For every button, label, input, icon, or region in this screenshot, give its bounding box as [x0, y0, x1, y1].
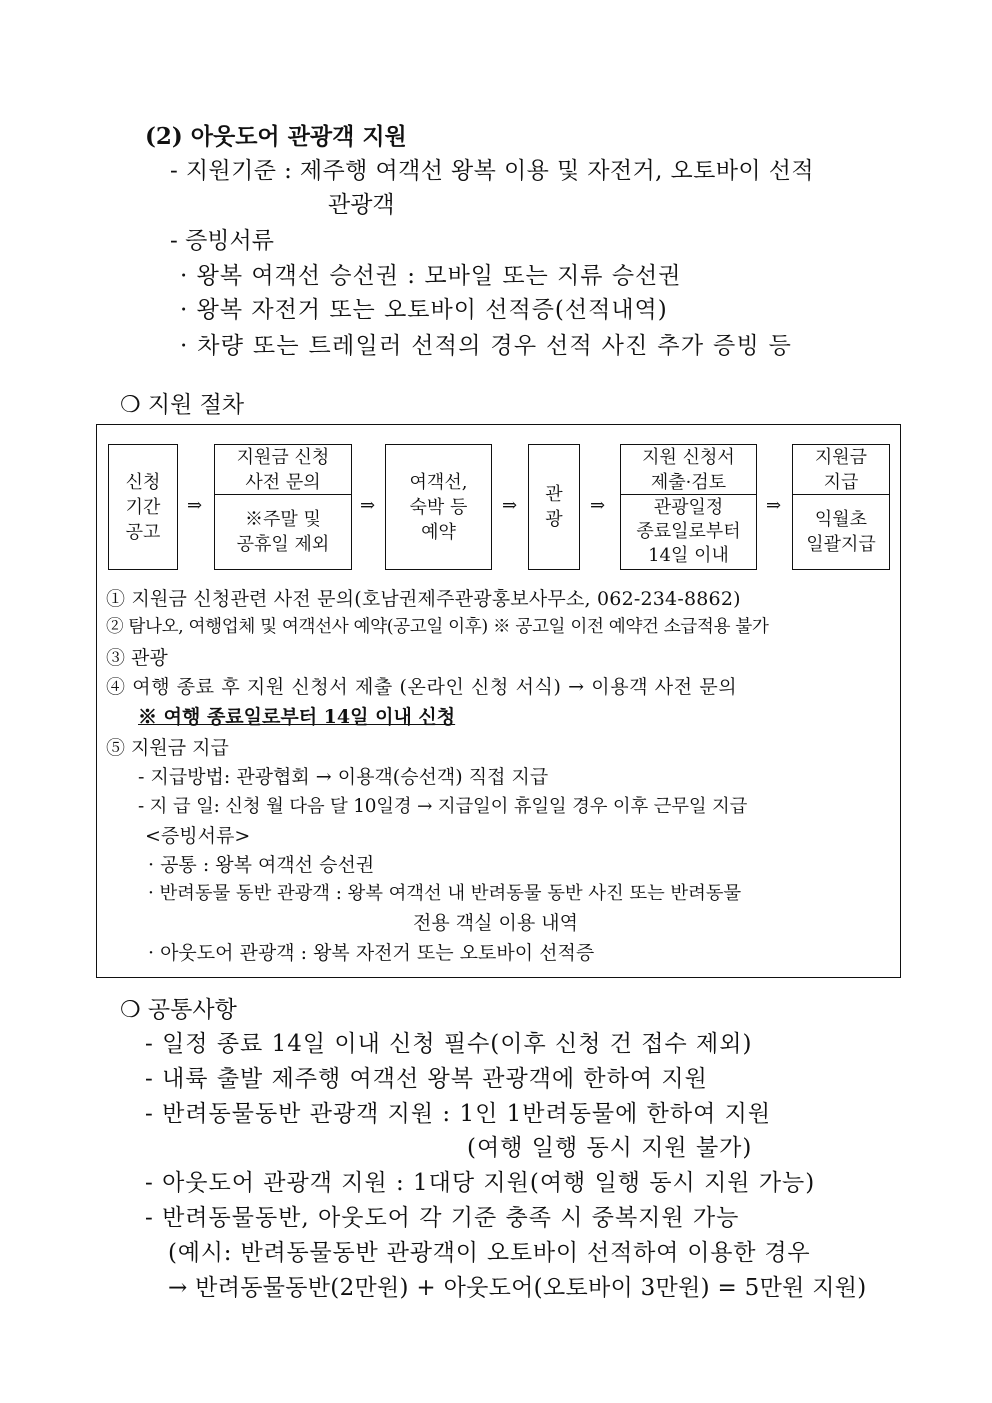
procedure-item-4-note: ※ 여행 종료일로부터 14일 이내 신청 — [138, 706, 456, 728]
procedure-item-1: ① 지원금 신청관련 사전 문의(호남권제주관광홍보사무소, 062-234-8862) — [106, 588, 741, 610]
doc-item: · 차량 또는 트레일러 선적의 경우 선적 사진 추가 증빙 등 — [180, 333, 793, 359]
procedure-item-4: ④ 여행 종료 후 지원 신청서 제출 (온라인 신청 서식) → 이용객 사전 문의 — [106, 676, 738, 698]
common-line: - 반려동물동반 관광객 지원 : 1인 1반려동물에 한하여 지원 — [145, 1101, 772, 1127]
flow-step-tour: 관 광 — [528, 444, 580, 570]
evidence-pet: · 반려동물 동반 관광객 : 왕복 여객선 내 반려동물 동반 사진 또는 반려동물 — [148, 883, 742, 904]
flow-arrow-icon: ⇒ — [766, 495, 782, 516]
section-title-outdoor: (2) 아웃도어 관광객 지원 — [145, 123, 407, 150]
common-line: - 반려동물동반, 아웃도어 각 기준 충족 시 중복지원 가능 — [145, 1205, 740, 1231]
flow-step-payment: 지원금 지급 익월초 일괄지급 — [792, 444, 890, 570]
payment-date: - 지 급 일: 신청 월 다음 달 10일경 → 지급일이 휴일일 경우 이후 근무일 지급 — [138, 796, 748, 817]
procedure-item-3: ③ 관광 — [106, 647, 168, 669]
evidence-outdoor: · 아웃도어 관광객 : 왕복 자전거 또는 오토바이 선적증 — [148, 942, 595, 964]
flow-arrow-icon: ⇒ — [187, 495, 203, 516]
criteria-line2: 관광객 — [328, 192, 395, 218]
procedure-item-2: ② 탐나오, 여행업체 및 여객선사 예약(공고일 이후) ※ 공고일 이전 예약건 소급적용 불가 — [106, 617, 769, 637]
flow-arrow-icon: ⇒ — [590, 495, 606, 516]
common-line: - 아웃도어 관광객 지원 : 1대당 지원(여행 일행 동시 지원 가능) — [145, 1170, 816, 1196]
flow-step-submit: 지원 신청서 제출·검토 관광일정 종료일로부터 14일 이내 — [620, 444, 757, 570]
flow-step-announce: 신청 기간 공고 — [108, 444, 178, 570]
payment-method: - 지급방법: 관광협회 → 이용객(승선객) 직접 지급 — [138, 766, 549, 788]
flow-step-booking: 여객선, 숙박 등 예약 — [385, 444, 492, 570]
procedure-heading: ❍ 지원 절차 — [120, 392, 245, 418]
flow-arrow-icon: ⇒ — [502, 495, 518, 516]
common-line: - 일정 종료 14일 이내 신청 필수(이후 신청 건 접수 제외) — [145, 1031, 753, 1057]
doc-item: · 왕복 자전거 또는 오토바이 선적증(선적내역) — [180, 297, 668, 323]
flow-arrow-icon: ⇒ — [360, 495, 376, 516]
procedure-item-5: ⑤ 지원금 지급 — [106, 737, 229, 759]
docs-header: - 증빙서류 — [170, 228, 274, 254]
common-example: (예시: 반려동물동반 관광객이 오토바이 선적하여 이용한 경우 — [168, 1240, 811, 1266]
common-example-cont: → 반려동물동반(2만원) + 아웃도어(오토바이 3만원) = 5만원 지원) — [168, 1275, 867, 1301]
evidence-pet-cont: 전용 객실 이용 내역 — [413, 912, 578, 934]
common-line: - 내륙 출발 제주행 여객선 왕복 관광객에 한하여 지원 — [145, 1066, 708, 1092]
common-line-cont: (여행 일행 동시 지원 불가) — [467, 1135, 753, 1161]
criteria-line1: - 지원기준 : 제주행 여객선 왕복 이용 및 자전거, 오토바이 선적 — [170, 158, 814, 184]
common-heading: ❍ 공통사항 — [120, 997, 237, 1023]
flow-step-inquiry: 지원금 신청 사전 문의 ※주말 및 공휴일 제외 — [214, 444, 352, 570]
evidence-header: <증빙서류> — [145, 825, 251, 847]
evidence-common: · 공통 : 왕복 여객선 승선권 — [148, 854, 375, 876]
doc-item: · 왕복 여객선 승선권 : 모바일 또는 지류 승선권 — [180, 263, 682, 289]
